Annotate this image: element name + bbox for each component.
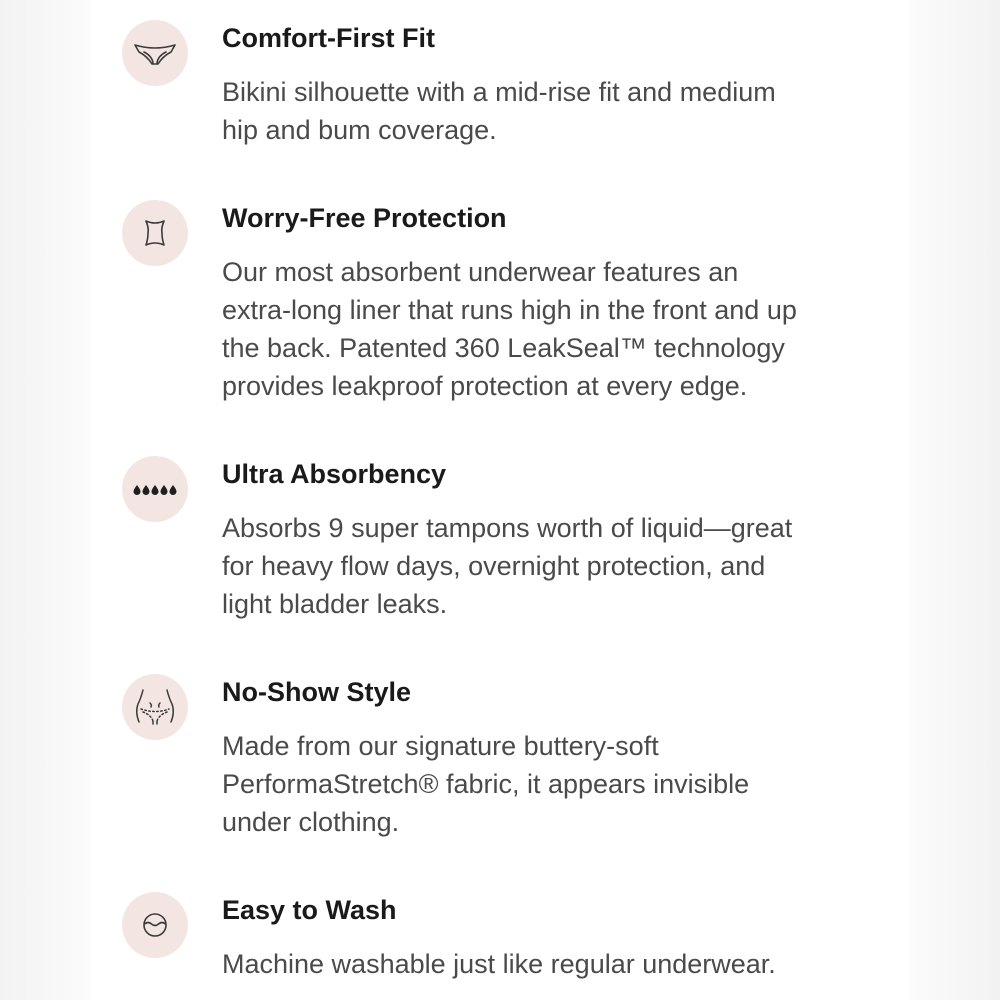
feature-title: Ultra Absorbency bbox=[222, 459, 447, 489]
description-line: provides leakproof protection at every edge. bbox=[222, 371, 748, 401]
feature-description bbox=[222, 509, 902, 623]
bikini-briefs-icon bbox=[122, 20, 188, 86]
description-line: Absorbs 9 super tampons worth of liquid—great bbox=[222, 513, 793, 543]
description-line: extra-long liner that runs high in the front and up bbox=[222, 295, 797, 325]
liner-shield-icon bbox=[122, 200, 188, 266]
description-line: light bladder leaks. bbox=[222, 589, 448, 619]
description-line: hip and bum coverage. bbox=[222, 115, 497, 145]
feature-title: Worry-Free Protection bbox=[222, 203, 507, 233]
body-outline-icon bbox=[122, 674, 188, 740]
description-line: for heavy flow days, overnight protection, and bbox=[222, 551, 766, 581]
description-line: Machine washable just like regular underwear. bbox=[222, 949, 776, 979]
feature-title: No-Show Style bbox=[222, 677, 412, 707]
feature-description bbox=[222, 253, 902, 405]
description-line: under clothing. bbox=[222, 807, 400, 837]
description-line: Our most absorbent underwear features an bbox=[222, 257, 739, 287]
feature-description bbox=[222, 73, 902, 149]
washing-machine-drum-icon bbox=[122, 892, 188, 958]
feature-description bbox=[222, 727, 902, 841]
description-line: PerformaStretch® fabric, it appears invisible bbox=[222, 769, 750, 799]
feature-title: Easy to Wash bbox=[222, 895, 397, 925]
description-line: Bikini silhouette with a mid-rise fit and medium bbox=[222, 77, 776, 107]
description-line: Made from our signature buttery-soft bbox=[222, 731, 659, 761]
five-droplets-icon bbox=[122, 456, 188, 522]
feature-title: Comfort-First Fit bbox=[222, 23, 435, 53]
description-line: the back. Patented 360 LeakSeal™ technology bbox=[222, 333, 785, 363]
feature-description bbox=[222, 945, 902, 983]
